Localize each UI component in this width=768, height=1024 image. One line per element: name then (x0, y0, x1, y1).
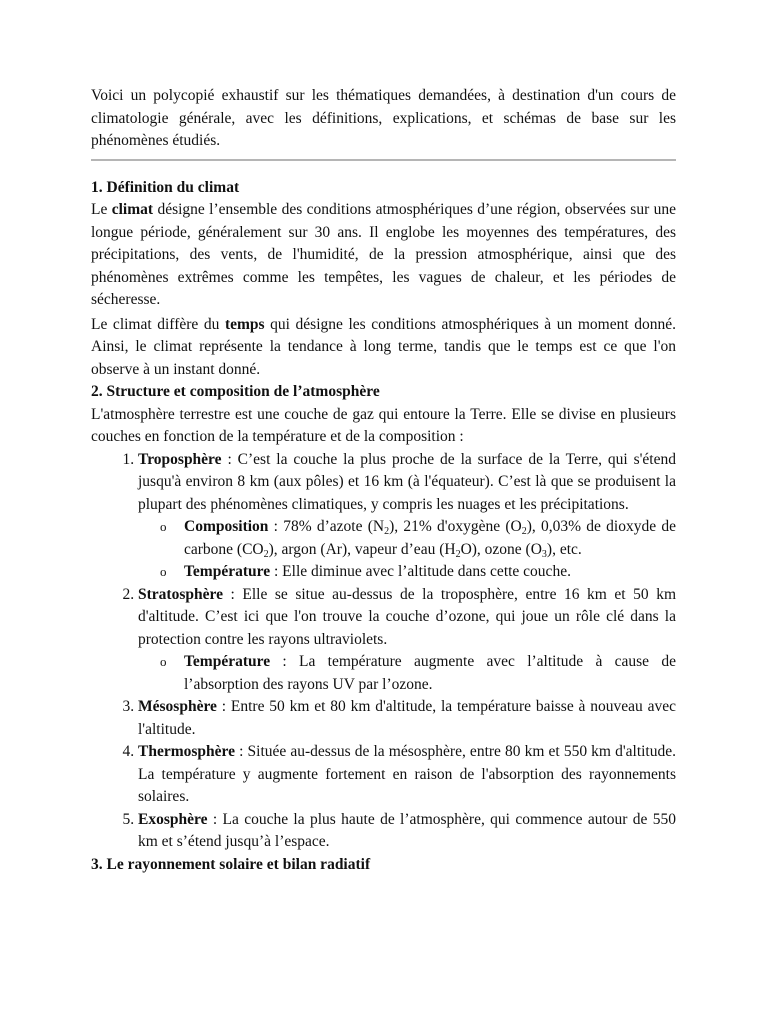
bullet-icon: o (160, 564, 167, 579)
document-body (91, 85, 676, 876)
section-1-paragraph-1: Le climat désigne l’ensemble des conditions atmosphériques d’une région, observées sur une longue période, généralement sur 30 ans. Il englobe les moyennes des températures, des précipitations, des vents, de l'humidité, de la pression atmosphérique, ainsi que des phénomènes extrêmes comme les tempêtes, les vagues de chaleur, et les périodes de sécheresse. (91, 201, 676, 308)
layer-name: Exosphère (138, 810, 208, 828)
layer-name: Stratosphère (138, 585, 223, 603)
section-2-heading: 2. Structure et composition de l’atmosphère (91, 383, 380, 400)
term-temps: temps (224, 315, 265, 333)
layer-item-thermosphere: 4. Thermosphère : Située au-dessus de la mésosphère, entre 80 km et 550 km d'altitude. La température y augmente fortement en raison de l'absorption des rayonnements solaires. (138, 741, 676, 809)
layer-item-mesosphere: 3. Mésosphère : Entre 50 km et 80 km d'altitude, la température baisse à nouveau avec l'altitude. (138, 696, 676, 741)
layer-item-exosphere: 5. Exosphère : La couche la plus haute de l’atmosphère, qui commence autour de 550 km et s’étend jusqu’à l’espace. (138, 809, 676, 854)
temperature-item: o Température : Elle diminue avec l’altitude dans cette couche. (184, 561, 676, 584)
horizontal-rule (91, 159, 676, 161)
layer-name: Thermosphère (138, 743, 236, 760)
term-climat: climat (111, 201, 154, 218)
troposphere-details (138, 516, 676, 584)
layer-item-troposphere: 1. Troposphère : C’est la couche la plus proche de la surface de la Terre, qui s'étend jusqu'à environ 8 km (aux pôles) et 16 km (à l'équateur). C’est là que se produisent la plupart des phénomènes climatiques, y compris les nuages et les précipitations. o Composition : 78% d’azote $(N_2)$, 21% d'oxygène $(O_2)$, 0,03% de dioxyde de carbone $(CO_2)$, argon (Ar), vapeur d’eau $(H_2O)$, ozone $(O_3)$, etc. o Température : Elle diminue avec l’altitude dans cette couche. (138, 449, 676, 584)
composition-item: o Composition : 78% d’azote $(N_2)$, 21% d'oxygène $(O_2)$, 0,03% de dioxyde de carbone $(CO_2)$, argon (Ar), vapeur d’eau $(H_2O)$, ozone $(O_3)$, etc. (160, 518, 676, 560)
section-1-heading: 1. Définition du climat (91, 178, 240, 196)
layer-name: Mésosphère (138, 698, 217, 715)
layer-name: Troposphère (138, 450, 222, 468)
bullet-icon: o (160, 519, 167, 534)
bullet-icon: o (160, 654, 167, 669)
intro-paragraph: Voici un polycopié exhaustif sur les thématiques demandées, à destination d'un cours de climatologie générale, avec les définitions, explications, et schémas de base sur les phénomènes étudiés. (91, 87, 676, 149)
section-3-heading: 3. Le rayonnement solaire et bilan radiatif (91, 855, 371, 873)
stratosphere-details (138, 651, 676, 696)
atmosphere-layers-list (91, 449, 676, 854)
section-2-intro: L'atmosphère terrestre est une couche de gaz qui entoure la Terre. Elle se divise en plusieurs couches en fonction de la température et de la composition : (91, 405, 676, 445)
layer-item-stratosphere: 2. Stratosphère : Elle se situe au-dessus de la troposphère, entre 16 km et 50 km d'altitude. C’est ici que l'on trouve la couche d’ozone, qui joue un rôle clé dans la protection contre les rayons ultraviolets. o Température : La température augmente avec l’altitude à cause de l’absorption des rayons UV par l’ozone. (138, 584, 676, 697)
temperature-item: o Température : La température augmente avec l’altitude à cause de l’absorption des rayons UV par l’ozone. (160, 653, 676, 693)
section-1-paragraph-2: Le climat diffère du temps qui désigne les conditions atmosphériques à un moment donné. Ainsi, le climat représente la tendance à long terme, tandis que le temps est ce que l'on observe à un instant donné. (91, 315, 677, 378)
